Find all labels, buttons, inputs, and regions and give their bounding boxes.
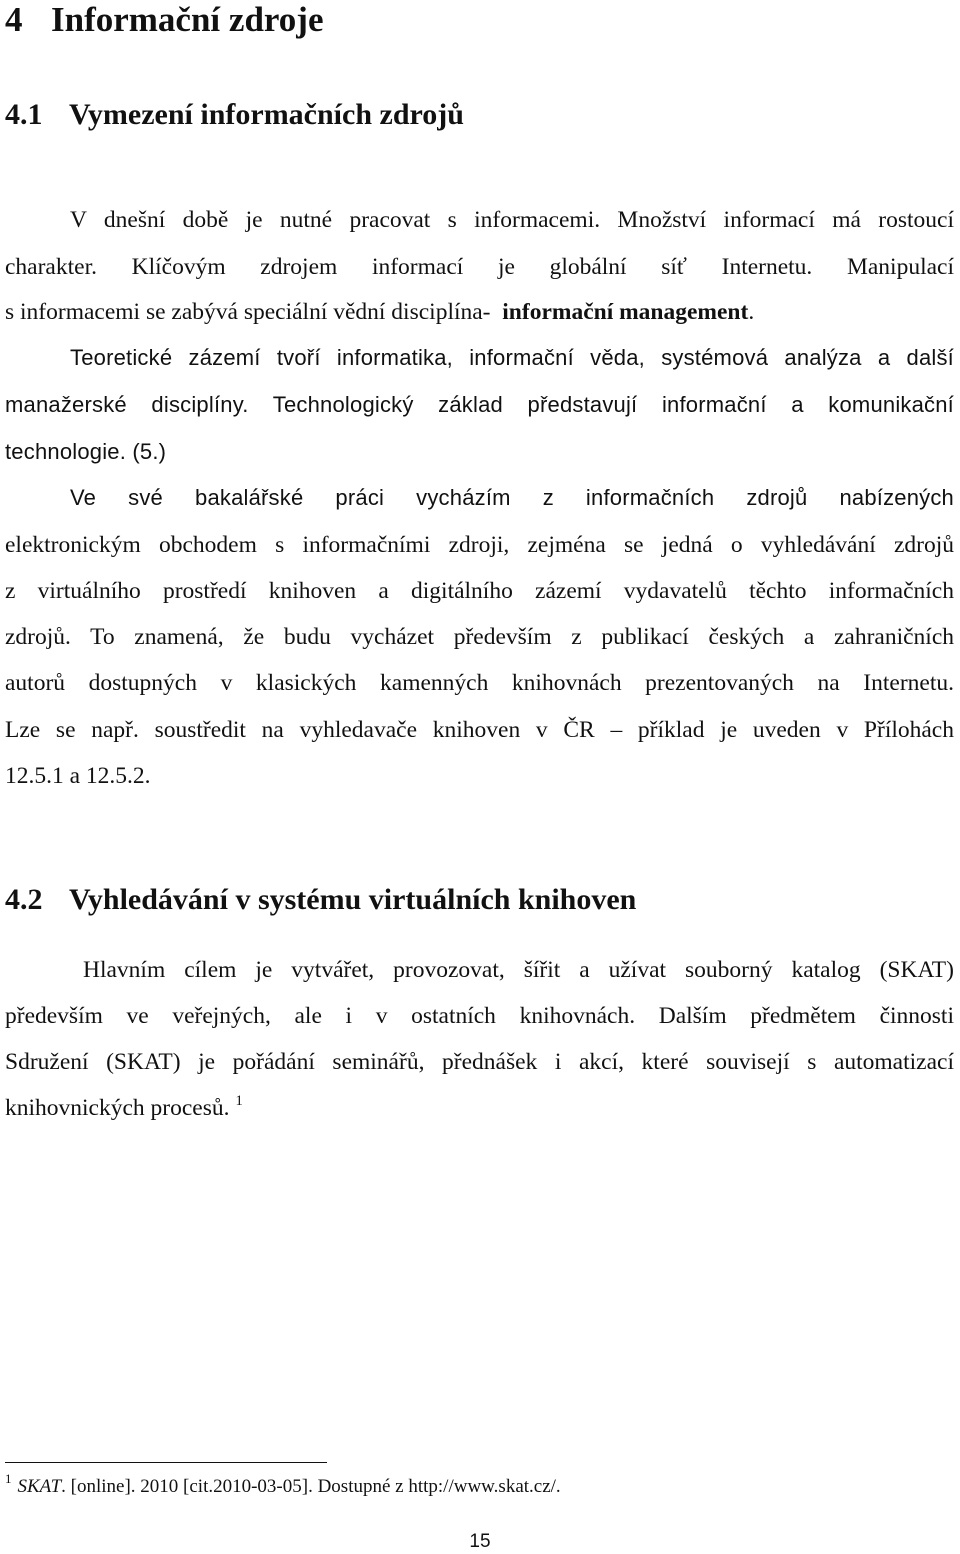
paragraph-2-line-3: technologie. (5.): [5, 439, 167, 464]
paragraph-2-line-2: manažerské disciplíny. Technologický základ představují informační a komunikační: [5, 392, 954, 417]
footnote-text: . [online]. 2010 [cit.2010-03-05]. Dostupné z http://www.skat.cz/.: [61, 1476, 561, 1497]
footnote-separator: [5, 1462, 327, 1463]
chapter-number: 4: [5, 0, 23, 39]
section-title: Vymezení informačních zdrojů: [69, 98, 464, 131]
paragraph-4-line-1: Hlavním cílem je vytvářet, provozovat, šířit a užívat souborný katalog (SKAT): [83, 957, 954, 983]
section-heading-4-2: [5, 882, 636, 918]
footnote-mark: 1: [5, 1471, 12, 1486]
paragraph-4-line-4-text: knihovnických procesů.: [5, 1095, 230, 1121]
paragraph-1-line-3-text: s informacemi se zabývá speciální vědní disciplína-: [5, 299, 491, 325]
footnote-source-title: SKAT: [17, 1476, 62, 1497]
paragraph-3-line-7: 12.5.1 a 12.5.2.: [5, 763, 151, 789]
section-title: Vyhledávání v systému virtuálních knihoven: [69, 883, 637, 916]
page-number: 15: [469, 1531, 491, 1552]
paragraph-3-line-5: autorů dostupných v klasických kamenných knihovnách prezentovaných na Internetu.: [5, 670, 954, 696]
paragraph-3-line-1: Ve své bakalářské práci vycházím z informačních zdrojů nabízených: [70, 485, 954, 510]
paragraph-1-line-3-end: .: [748, 299, 755, 325]
paragraph-3-line-6: Lze se např. soustředit na vyhledavače knihoven v ČR – příklad je uveden v Přílohách: [5, 717, 954, 743]
section-number: 4.2: [5, 883, 43, 916]
chapter-title: Informační zdroje: [51, 0, 324, 39]
footnote: [5, 1471, 561, 1499]
paragraph-4-line-3: Sdružení (SKAT) je pořádání seminářů, přednášek i akcí, které souvisejí s automatizací: [5, 1049, 954, 1075]
paragraph-2-line-1: Teoretické zázemí tvoří informatika, informační věda, systémová analýza a další: [70, 345, 954, 370]
paragraph-3-line-4: zdrojů. To znamená, že budu vycházet především z publikací českých a zahraničních: [5, 624, 954, 650]
paragraph-1-line-2: charakter. Klíčovým zdrojem informací je globální síť Internetu. Manipulací: [5, 254, 954, 280]
paragraph-1-line-3: [5, 297, 954, 327]
bold-term: informační management: [502, 299, 749, 325]
paragraph-4-line-4: [5, 1093, 954, 1123]
section-heading-4-1: [5, 97, 464, 133]
section-number: 4.1: [5, 98, 43, 131]
paragraph-3-line-3: z virtuálního prostředí knihoven a digitálního zázemí vydavatelů těchto informačních: [5, 578, 954, 604]
paragraph-4-line-2: především ve veřejných, ale i v ostatních knihovnách. Dalším předmětem činnosti: [5, 1003, 954, 1029]
footnote-reference[interactable]: 1: [235, 1093, 243, 1109]
chapter-heading: [5, 0, 324, 40]
paragraph-3-line-2: elektronickým obchodem s informačními zdroji, zejména se jedná o vyhledávání zdrojů: [5, 532, 954, 558]
paragraph-1-line-1: V dnešní době je nutné pracovat s informacemi. Množství informací má rostoucí: [70, 207, 954, 233]
